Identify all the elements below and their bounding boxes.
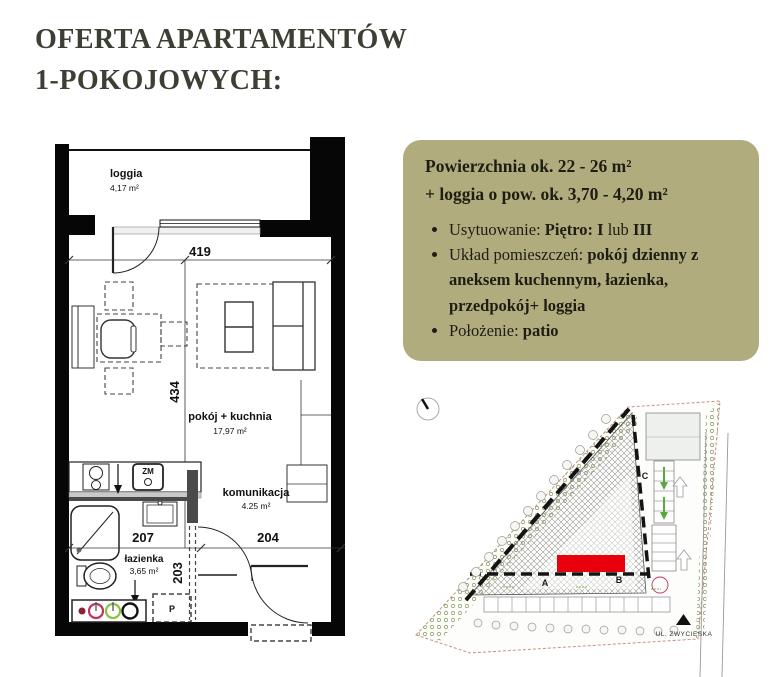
toilet bbox=[77, 563, 116, 589]
page-title bbox=[35, 20, 407, 101]
balcony-window bbox=[113, 220, 260, 234]
shower bbox=[71, 506, 119, 560]
info-bullet: • Usytuowanie: Piętro: I lub III bbox=[449, 217, 741, 242]
info-bullet-list bbox=[425, 217, 741, 342]
desk bbox=[72, 306, 94, 368]
red-dot-icon bbox=[79, 608, 86, 615]
building-label-a: A bbox=[541, 578, 549, 588]
kitchen-counter bbox=[69, 462, 201, 498]
dim-419: 419 bbox=[189, 244, 211, 259]
dim-203: 203 bbox=[170, 562, 185, 584]
page-title-line2: 1-POKOJOWYCH: bbox=[35, 64, 283, 96]
entrance-door bbox=[198, 566, 308, 623]
loggia-label: loggia bbox=[110, 168, 143, 180]
neighbor-building bbox=[646, 413, 700, 460]
hall-area: 4.25 m² bbox=[241, 501, 271, 511]
info-bullet: • Położenie: patio bbox=[449, 318, 741, 343]
washer-label: P bbox=[168, 604, 176, 614]
bathroom-sink bbox=[143, 501, 177, 526]
info-box bbox=[403, 140, 759, 361]
bathroom-door-arc bbox=[198, 527, 252, 581]
bathroom-area: 3,65 m² bbox=[129, 566, 159, 576]
dim-204: 204 bbox=[257, 530, 279, 545]
sink-label: ZM bbox=[142, 467, 154, 476]
floor-plan bbox=[55, 130, 345, 645]
bathroom-label: łazienka bbox=[124, 554, 164, 565]
shaft-box bbox=[287, 380, 331, 502]
loggia-area: 4,17 m² bbox=[110, 183, 139, 193]
area-heading-line2: + loggia o pow. ok. 3,70 - 4,20 m² bbox=[425, 183, 668, 204]
sofa bbox=[273, 282, 315, 370]
info-bullet: • Układ pomieszczeń: pokój dzienny z aneksem kuchennym, łazienka, przedpokój+ loggia bbox=[449, 242, 741, 317]
compass-icon bbox=[417, 398, 439, 420]
dim-434: 434 bbox=[167, 381, 182, 403]
site-plan bbox=[408, 393, 782, 677]
hall-label: komunikacja bbox=[222, 487, 290, 499]
walls bbox=[55, 137, 345, 636]
building-label-b: B bbox=[615, 575, 623, 585]
table bbox=[225, 302, 253, 352]
apartment-highlight bbox=[557, 555, 625, 572]
room-label: pokój + kuchnia bbox=[188, 411, 272, 423]
page-title-line1: OFERTA APARTAMENTÓW bbox=[35, 24, 408, 55]
street-name: UL. ZWYCIĘSKA bbox=[655, 631, 713, 638]
utility-box bbox=[72, 600, 146, 622]
black-circle-icon bbox=[123, 604, 138, 619]
parking-row bbox=[484, 597, 670, 612]
building-label-c: C bbox=[641, 471, 649, 481]
room-area: 17,97 m² bbox=[213, 426, 247, 436]
area-heading-line1: Powierzchnia ok. 22 - 26 m² bbox=[425, 156, 632, 176]
dim-207: 207 bbox=[132, 530, 154, 545]
entrance-threshold bbox=[251, 625, 311, 641]
chair bbox=[101, 320, 136, 358]
